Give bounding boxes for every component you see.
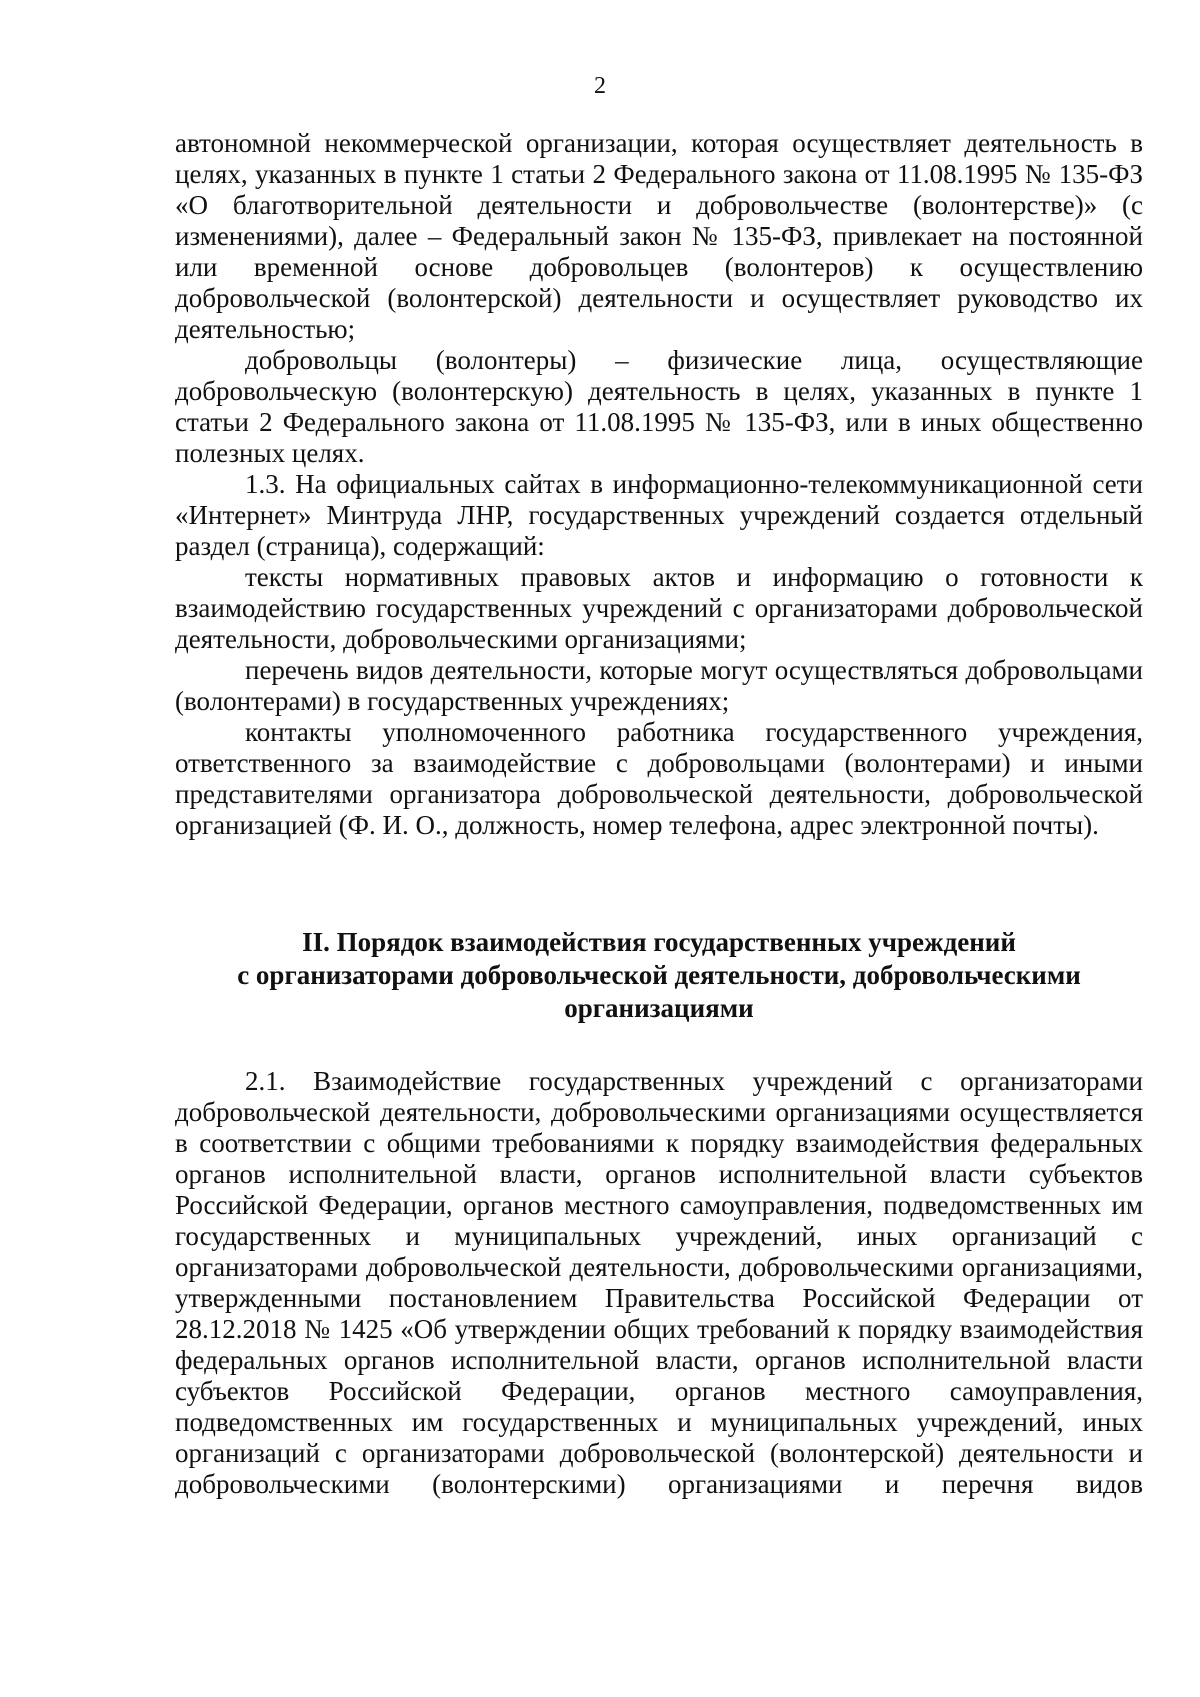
section-heading: [175, 926, 1143, 1025]
paragraph-activity-list: перечень видов деятельности, которые могут осуществляться добровольцами (волонтерами) в государственных учреждениях;: [175, 655, 1143, 716]
page-number: 2: [594, 73, 606, 99]
section-heading-line-3: организациями: [564, 993, 754, 1023]
paragraph-normative-texts: тексты нормативных правовых актов и информацию о готовности к взаимодействию государственных учреждений с организаторами добровольческой деятельности, добровольческими организациями;: [175, 562, 1143, 654]
paragraph-contacts: контакты уполномоченного работника государственного учреждения, ответственного за взаимодействие с добровольцами (волонтерами) и иными представителями организатора добровольческой деятельности, добровольческой организацией (Ф. И. О., должность, номер телефона, адрес электронной почты).: [175, 717, 1143, 840]
top-text-block: [175, 128, 1143, 841]
section-heading-line-2: с организаторами добровольческой деятельности, добровольческими: [237, 960, 1081, 990]
section-heading-line-1: II. Порядок взаимодействия государственных учреждений: [302, 927, 1016, 957]
bottom-text-block: [175, 1066, 1143, 1500]
paragraph-volunteers-definition: добровольцы (волонтеры) – физические лица, осуществляющие добровольческую (волонтерскую) деятельность в целях, указанных в пункте 1 статьи 2 Федерального закона от 11.08.1995 № 135-ФЗ, или в иных общественно полезных целях.: [175, 345, 1143, 468]
paragraph-1-3: 1.3. На официальных сайтах в информационно-телекоммуникационной сети «Интернет» Минтруда ЛНР, государственных учреждений создается отдельный раздел (страница), содержащий:: [175, 469, 1143, 561]
paragraph-2-1: 2.1. Взаимодействие государственных учреждений с организаторами добровольческой деятельности, добровольческими организациями осуществляется в соответствии с общими требованиями к порядку взаимодействия федеральных органов исполнительной власти, органов исполнительной власти субъектов Российской Федерации, органов местного самоуправления, подведомственных им государственных и муниципальных учреждений, иных организаций с организаторами добровольческой деятельности, добровольческими организациями, утвержденными постановлением Правительства Российской Федерации от 28.12.2018 № 1425 «Об утверждении общих требований к порядку взаимодействия федеральных органов исполнительной власти, органов исполнительной власти субъектов Российской Федерации, органов местного самоуправления, подведомственных им государственных и муниципальных учреждений, иных организаций с организаторами добровольческой (волонтерской) деятельности и добровольческими (волонтерскими) организациями и перечня видов: [175, 1066, 1143, 1499]
paragraph-organizer-definition: автономной некоммерческой организации, которая осуществляет деятельность в целях, указанных в пункте 1 статьи 2 Федерального закона от 11.08.1995 № 135-ФЗ «О благотворительной деятельности и добровольчестве (волонтерстве)» (с изменениями), далее – Федеральный закон № 135-ФЗ, привлекает на постоянной или временной основе добровольцев (волонтеров) к осуществлению добровольческой (волонтерской) деятельности и осуществляет руководство их деятельностью;: [175, 128, 1143, 344]
